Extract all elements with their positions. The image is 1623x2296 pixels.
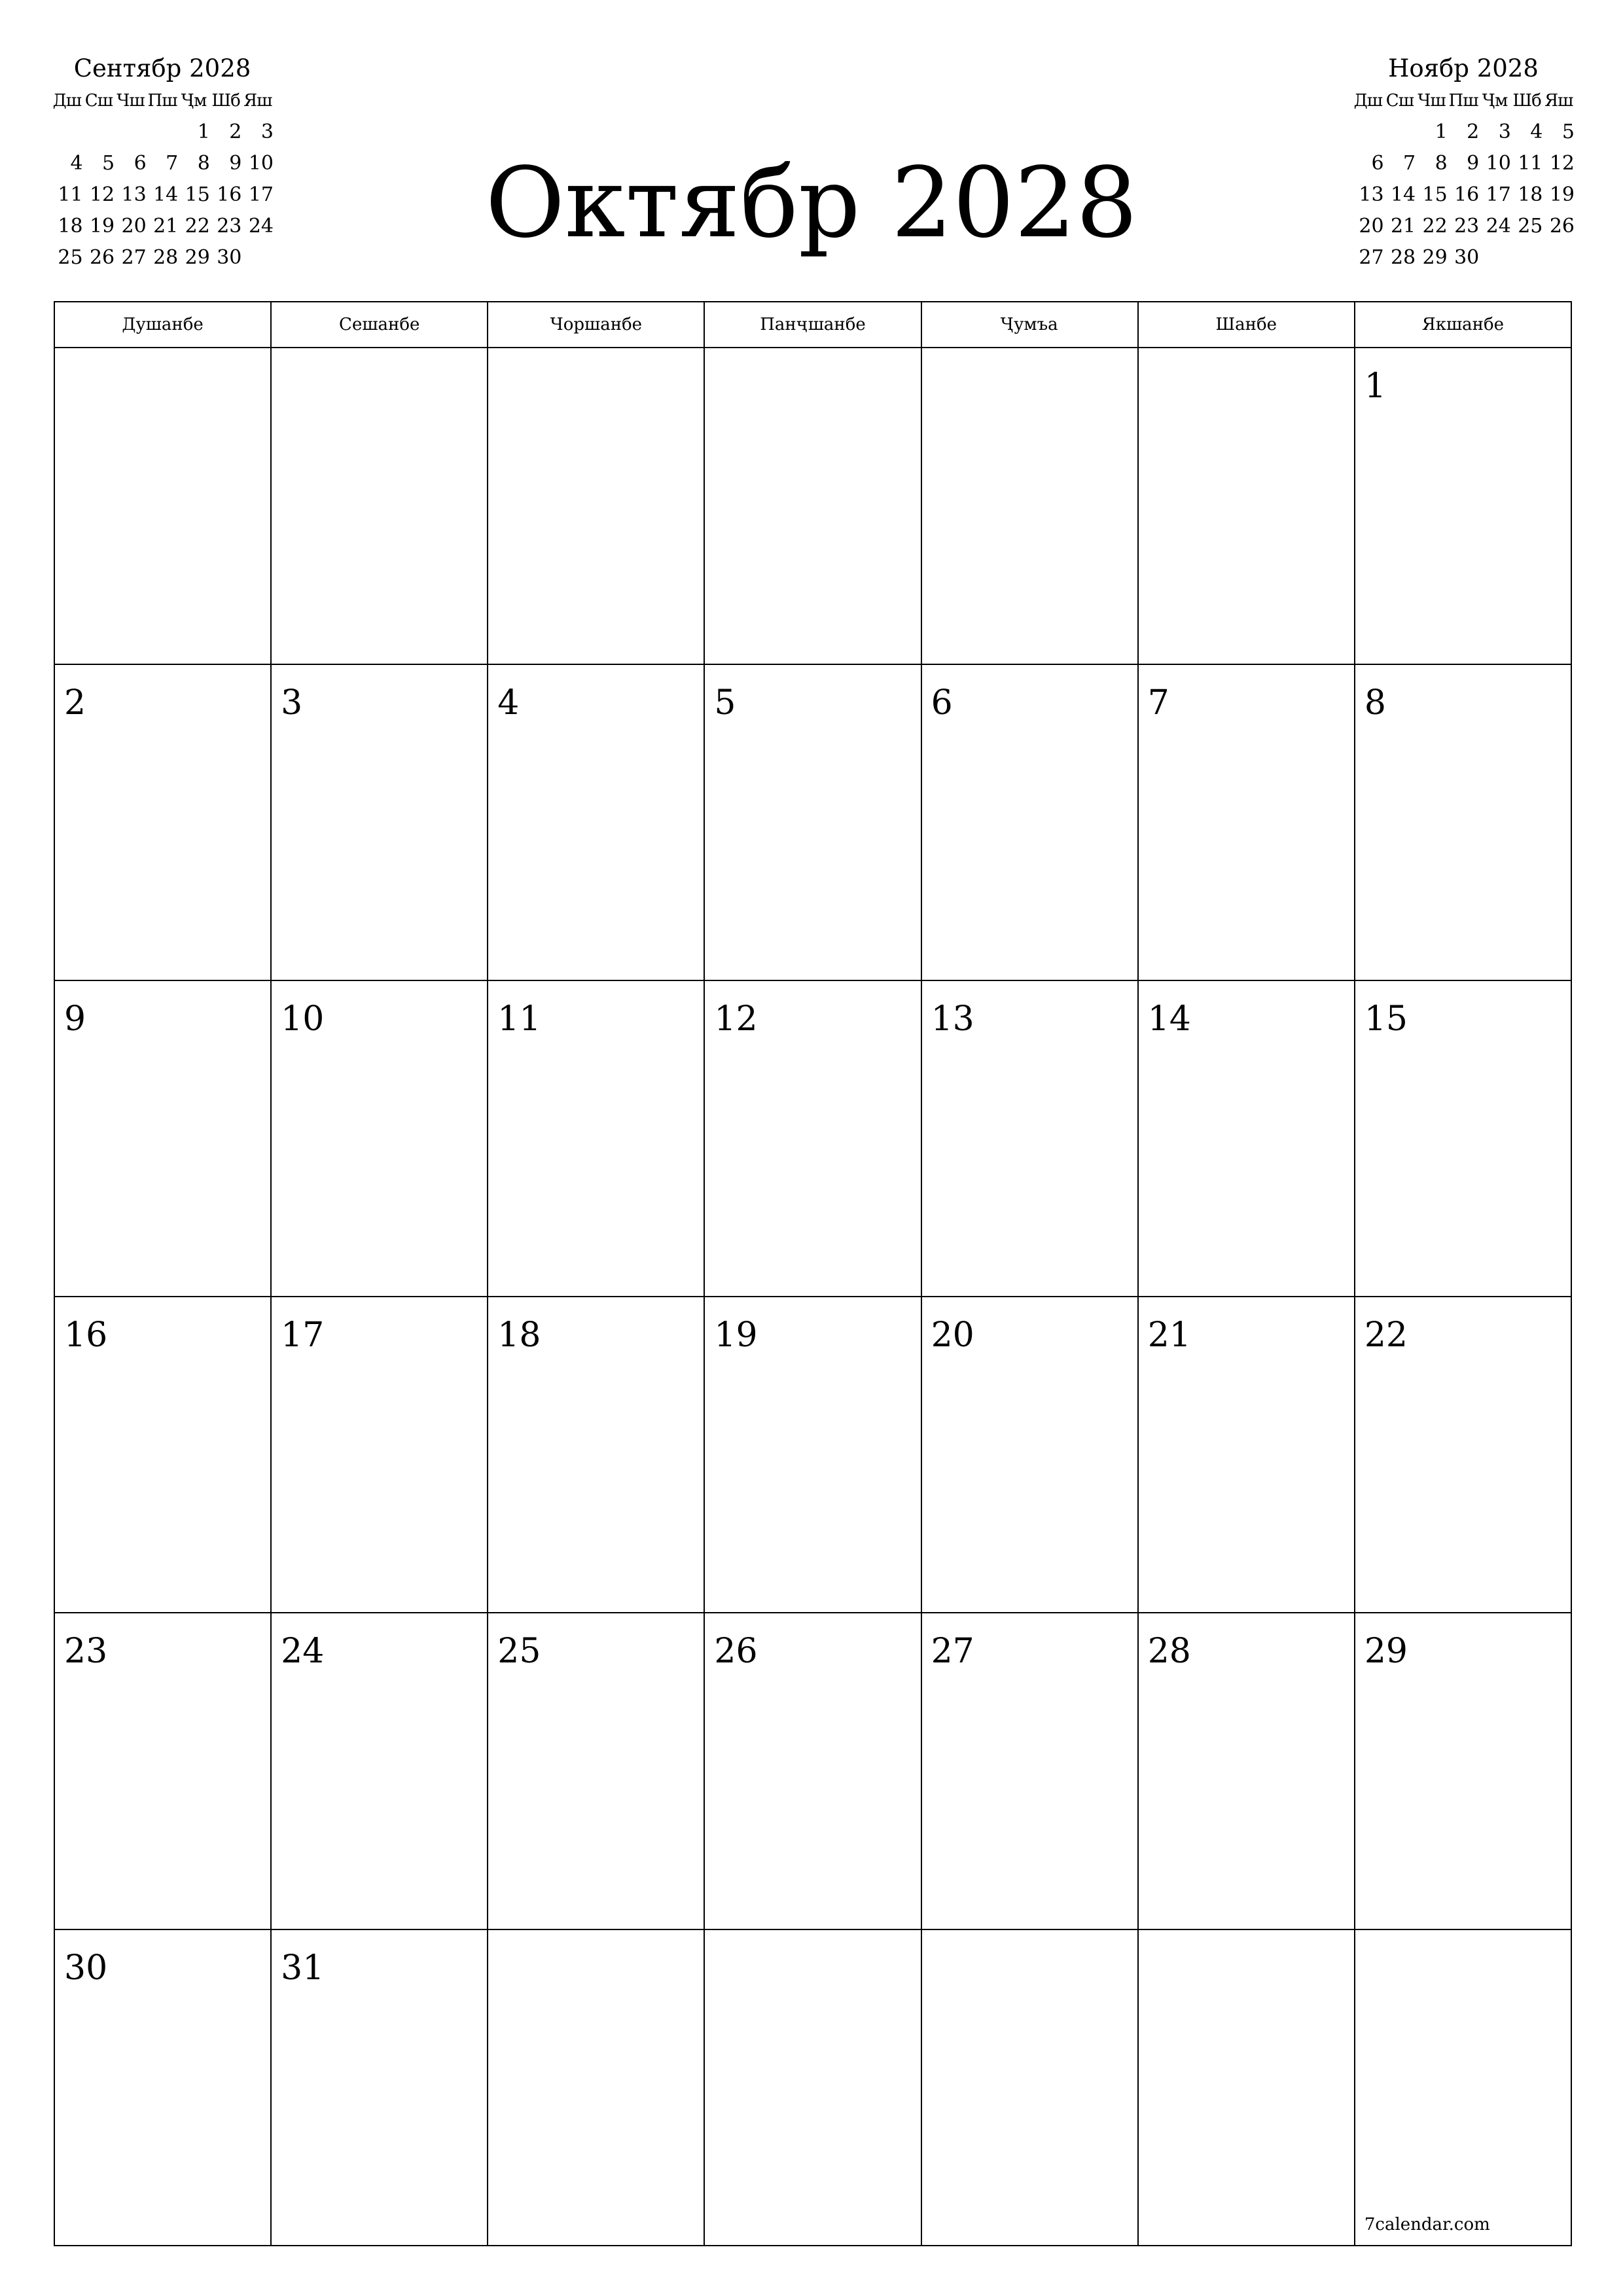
mini-weekday: Шб [211, 91, 240, 111]
day-number: 29 [1364, 1632, 1408, 1672]
mini-day: 26 [89, 246, 115, 269]
mini-day: 2 [229, 120, 242, 143]
day-cell [54, 348, 271, 664]
day-cell [271, 1929, 488, 2246]
mini-day: 30 [1454, 246, 1480, 269]
mini-day: 12 [1549, 152, 1575, 175]
mini-day: 1 [1435, 120, 1448, 143]
day-cell [1138, 980, 1355, 1297]
mini-day [1511, 242, 1543, 274]
mini-calendar-title: Ноябр 2028 [1388, 54, 1539, 82]
mini-day: 10 [248, 152, 274, 175]
day-cell [1138, 1297, 1355, 1613]
mini-weekday-row [51, 85, 274, 117]
mini-day: 30 [217, 246, 242, 269]
mini-day: 19 [89, 215, 115, 238]
mini-day: 20 [121, 215, 147, 238]
day-cell [488, 980, 704, 1297]
day-cell [488, 1929, 704, 2246]
mini-day: 18 [1518, 183, 1543, 206]
day-number: 16 [64, 1316, 108, 1355]
mini-week-row [1352, 117, 1575, 148]
mini-day: 15 [1422, 183, 1448, 206]
day-cell [921, 1297, 1138, 1613]
mini-day: 21 [1390, 215, 1416, 238]
mini-day: 6 [134, 152, 147, 175]
day-cell [54, 1929, 271, 2246]
day-cell [271, 1297, 488, 1613]
mini-day: 13 [121, 183, 147, 206]
day-cell [271, 348, 488, 664]
mini-day [1543, 242, 1575, 274]
day-number: 31 [281, 1948, 325, 1988]
mini-week-row [51, 179, 274, 211]
day-number: 18 [497, 1316, 541, 1355]
mini-day: 24 [248, 215, 274, 238]
day-cell [704, 1297, 921, 1613]
day-cell [921, 348, 1138, 664]
mini-day: 6 [1371, 152, 1384, 175]
mini-day: 29 [185, 246, 210, 269]
mini-day: 4 [1530, 120, 1543, 143]
mini-day: 5 [1561, 120, 1575, 143]
mini-day: 11 [1518, 152, 1543, 175]
mini-weekday: Сш [84, 91, 113, 111]
day-cell [54, 664, 271, 980]
mini-day: 21 [153, 215, 179, 238]
mini-day: 7 [166, 152, 179, 175]
day-cell [704, 1613, 921, 1929]
day-number: 7 [1147, 683, 1169, 723]
mini-day [51, 117, 83, 148]
day-cell [1355, 664, 1571, 980]
mini-day: 7 [1403, 152, 1416, 175]
day-number: 4 [497, 683, 520, 723]
day-number: 26 [714, 1632, 758, 1672]
mini-day: 27 [1359, 246, 1384, 269]
day-number: 11 [497, 999, 541, 1039]
day-cell [704, 348, 921, 664]
weekday-header: Панҷшанбе [704, 302, 921, 348]
day-cell [271, 1613, 488, 1929]
week-row [54, 1929, 1571, 2246]
day-number: 30 [64, 1948, 108, 1988]
weekday-header: Шанбе [1138, 302, 1355, 348]
mini-calendar-prev-month [51, 52, 274, 274]
day-cell [54, 1297, 271, 1613]
day-number: 6 [931, 683, 953, 723]
mini-day: 22 [1422, 215, 1448, 238]
mini-day: 19 [1549, 183, 1575, 206]
mini-weekday: Сш [1385, 91, 1414, 111]
mini-day: 29 [1422, 246, 1448, 269]
day-cell [1138, 664, 1355, 980]
mini-day: 22 [185, 215, 210, 238]
day-cell [1355, 1929, 1571, 2246]
day-number: 17 [281, 1316, 325, 1355]
day-number: 2 [64, 683, 86, 723]
day-cell [1138, 1613, 1355, 1929]
mini-day: 25 [1518, 215, 1543, 238]
mini-week-row [51, 242, 274, 274]
day-cell [271, 980, 488, 1297]
mini-day: 14 [1390, 183, 1416, 206]
day-cell [488, 1613, 704, 1929]
mini-day: 20 [1359, 215, 1384, 238]
mini-day [1384, 117, 1416, 148]
mini-week-row [1352, 179, 1575, 211]
mini-day: 16 [1454, 183, 1480, 206]
day-cell [921, 1613, 1138, 1929]
day-number: 21 [1147, 1316, 1191, 1355]
week-row [54, 1613, 1571, 1929]
mini-day: 9 [1467, 152, 1480, 175]
mini-day [147, 117, 179, 148]
day-number: 24 [281, 1632, 325, 1672]
mini-week-row [1352, 148, 1575, 179]
mini-day: 11 [58, 183, 83, 206]
mini-day: 24 [1486, 215, 1511, 238]
day-number: 3 [281, 683, 303, 723]
mini-weekday: Пш [147, 91, 177, 111]
day-number: 8 [1364, 683, 1386, 723]
weekday-header: Ҷумъа [921, 302, 1138, 348]
mini-day: 17 [1486, 183, 1511, 206]
day-cell [488, 348, 704, 664]
mini-weekday: Яш [1544, 91, 1573, 111]
day-cell [704, 664, 921, 980]
mini-calendar-next-month [1352, 52, 1575, 274]
mini-day: 10 [1486, 152, 1511, 175]
mini-week-row [51, 211, 274, 242]
mini-day: 26 [1549, 215, 1575, 238]
week-row [54, 664, 1571, 980]
mini-day: 9 [229, 152, 242, 175]
mini-day [1479, 242, 1511, 274]
day-cell [1138, 1929, 1355, 2246]
day-cell [1138, 348, 1355, 664]
mini-day [115, 117, 147, 148]
day-number: 20 [931, 1316, 974, 1355]
mini-weekday: Шб [1512, 91, 1541, 111]
day-cell [488, 664, 704, 980]
day-number: 13 [931, 999, 974, 1039]
week-row [54, 1297, 1571, 1613]
mini-day: 27 [121, 246, 147, 269]
mini-calendar-grid [1352, 85, 1575, 274]
weekday-header-row [54, 302, 1571, 348]
mini-day: 2 [1467, 120, 1480, 143]
mini-day: 1 [197, 120, 210, 143]
mini-weekday: Ҷм [181, 91, 207, 111]
mini-day: 3 [260, 120, 274, 143]
day-cell [1355, 980, 1571, 1297]
day-number: 12 [714, 999, 758, 1039]
mini-day: 4 [70, 152, 83, 175]
day-cell [54, 1613, 271, 1929]
day-cell [271, 664, 488, 980]
mini-day: 18 [58, 215, 83, 238]
weekday-header: Чоршанбе [488, 302, 704, 348]
mini-day [241, 242, 274, 274]
day-cell [488, 1297, 704, 1613]
mini-weekday: Пш [1448, 91, 1478, 111]
mini-calendar-title: Сентябр 2028 [73, 54, 251, 82]
mini-day: 28 [153, 246, 179, 269]
mini-weekday-row [1352, 85, 1575, 117]
mini-day: 8 [1435, 152, 1448, 175]
mini-week-row [51, 148, 274, 179]
mini-day: 25 [58, 246, 83, 269]
mini-weekday: Чш [116, 91, 145, 111]
day-number: 27 [931, 1632, 974, 1672]
mini-calendar-grid [51, 85, 274, 274]
weekday-header: Сешанбе [271, 302, 488, 348]
mini-weekday: Яш [243, 91, 272, 111]
mini-day: 8 [197, 152, 210, 175]
day-number: 19 [714, 1316, 758, 1355]
day-cell [921, 1929, 1138, 2246]
day-cell [704, 980, 921, 1297]
page-title: Октябр 2028 [485, 147, 1138, 259]
day-cell [921, 980, 1138, 1297]
weekday-header: Якшанбе [1355, 302, 1571, 348]
day-number: 14 [1147, 999, 1191, 1039]
mini-week-row [1352, 211, 1575, 242]
day-number: 1 [1364, 367, 1386, 406]
mini-weekday: Чш [1418, 91, 1446, 111]
mini-weekday: Ҷм [1482, 91, 1508, 111]
mini-day: 13 [1359, 183, 1384, 206]
mini-weekday: Дш [1353, 91, 1382, 111]
week-row [54, 348, 1571, 664]
mini-week-row [51, 117, 274, 148]
mini-day: 28 [1390, 246, 1416, 269]
mini-week-row [1352, 242, 1575, 274]
mini-day: 15 [185, 183, 210, 206]
brand-watermark[interactable]: 7calendar.com [1364, 2215, 1490, 2234]
day-number: 22 [1364, 1316, 1408, 1355]
day-number: 15 [1364, 999, 1408, 1039]
day-cell [921, 664, 1138, 980]
mini-day: 23 [217, 215, 242, 238]
day-cell [704, 1929, 921, 2246]
mini-day: 16 [217, 183, 242, 206]
mini-weekday: Дш [52, 91, 81, 111]
mini-day: 17 [248, 183, 274, 206]
day-cell [1355, 1297, 1571, 1613]
mini-day: 14 [153, 183, 179, 206]
day-cell [54, 980, 271, 1297]
day-number: 28 [1147, 1632, 1191, 1672]
month-grid [54, 301, 1572, 2246]
weekday-header: Душанбе [54, 302, 271, 348]
mini-day: 3 [1498, 120, 1511, 143]
mini-day: 5 [102, 152, 115, 175]
day-number: 25 [497, 1632, 541, 1672]
day-number: 9 [64, 999, 86, 1039]
day-number: 10 [281, 999, 325, 1039]
week-row [54, 980, 1571, 1297]
day-number: 5 [714, 683, 736, 723]
day-number: 23 [64, 1632, 108, 1672]
mini-day [83, 117, 115, 148]
mini-day: 12 [89, 183, 115, 206]
day-cell [1355, 348, 1571, 664]
day-cell [1355, 1613, 1571, 1929]
mini-day [1352, 117, 1384, 148]
mini-day: 23 [1454, 215, 1480, 238]
